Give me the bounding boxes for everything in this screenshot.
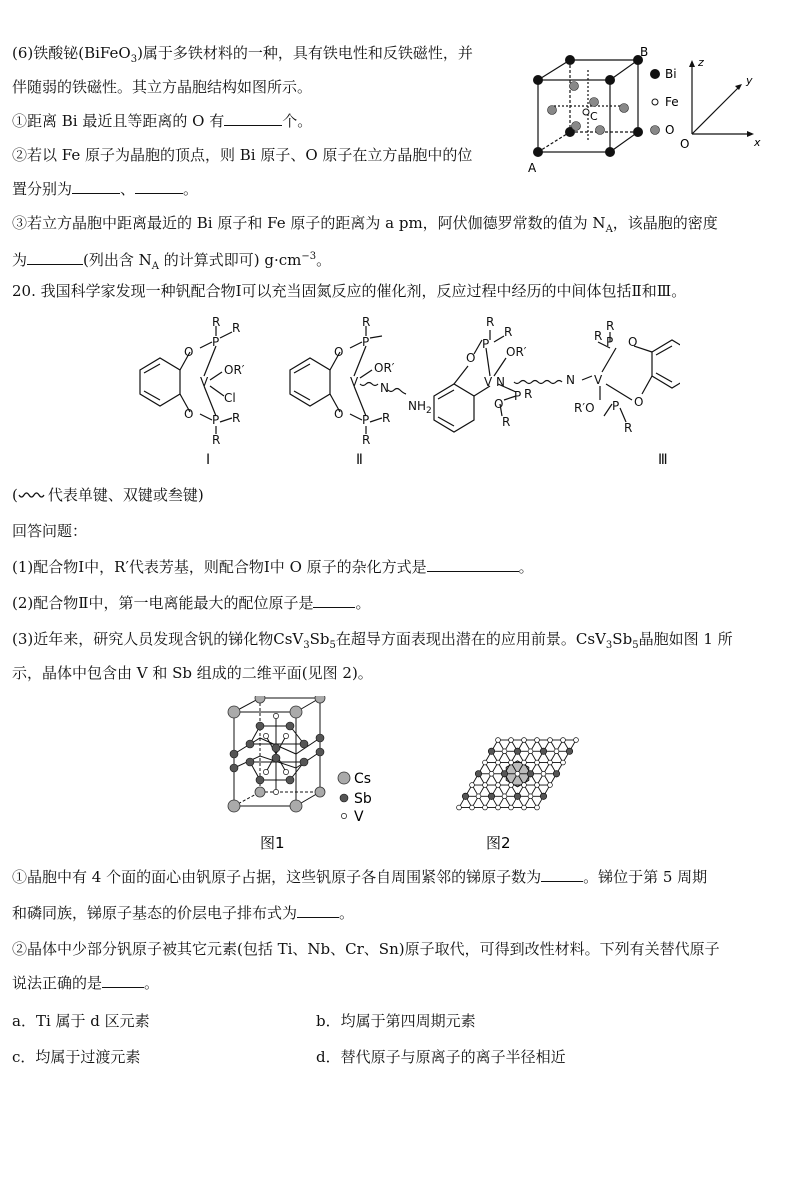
svg-text:N: N xyxy=(566,373,575,387)
svg-text:N: N xyxy=(380,381,389,395)
svg-text:R′O: R′O xyxy=(574,401,595,415)
v-atom xyxy=(535,760,540,765)
v-atom xyxy=(509,760,514,765)
q6-part1: ①距离 Bi 最近且等距离的 O 有 个。 xyxy=(12,112,313,130)
svg-text:R: R xyxy=(212,315,221,329)
svg-text:P: P xyxy=(362,335,370,349)
svg-text:R: R xyxy=(382,411,391,425)
svg-text:图2: 图2 xyxy=(486,834,511,852)
svg-text:图1: 图1 xyxy=(260,834,285,852)
sb-atom xyxy=(540,748,546,754)
figure-2-v-sb-plane xyxy=(440,736,590,856)
v-atom xyxy=(522,805,527,810)
svg-text:Ⅰ: Ⅰ xyxy=(206,452,211,468)
svg-text:R: R xyxy=(606,319,615,333)
v-atom xyxy=(457,805,462,810)
q6-line2: 伴随弱的铁磁性。其立方晶胞结构如图所示。 xyxy=(12,78,313,96)
v-atom xyxy=(502,794,507,799)
answer-blank[interactable] xyxy=(541,867,583,882)
option-b[interactable]: b．均属于第四周期元素 xyxy=(316,1012,476,1030)
option-c[interactable]: c．均属于过渡元素 xyxy=(12,1048,141,1066)
svg-text:Fe: Fe xyxy=(665,95,679,109)
s2-line2: 说法正确的是 。 xyxy=(12,974,160,992)
sb-atom xyxy=(501,771,507,777)
v-atom xyxy=(561,738,566,743)
svg-text:P: P xyxy=(212,413,220,427)
svg-text:O: O xyxy=(680,137,690,151)
fe-atom xyxy=(583,109,589,115)
answer-blank[interactable] xyxy=(427,557,519,572)
answer-blank[interactable] xyxy=(27,250,83,265)
svg-text:OR′: OR′ xyxy=(506,345,527,359)
answer-blank[interactable] xyxy=(135,179,183,194)
q6-part2-line1: ②若以 Fe 原子为晶胞的顶点，则 Bi 原子、O 原子在立方晶胞中的位 xyxy=(12,146,473,164)
svg-text:R: R xyxy=(504,325,513,339)
q20-sub3-line2: 示，晶体中包含由 V 和 Sb 组成的二维平面(见图 2)。 xyxy=(12,664,373,682)
v-atom xyxy=(515,771,520,776)
svg-text:A: A xyxy=(528,161,537,175)
wavy-bond-note: ( 代表单键、双键或叁键) xyxy=(12,486,204,504)
svg-text:V: V xyxy=(350,375,359,389)
answer-blank[interactable] xyxy=(297,903,339,918)
svg-text:Cs: Cs xyxy=(354,771,372,787)
svg-text:V: V xyxy=(484,375,493,389)
sb-atom xyxy=(527,771,533,777)
bifeo3-cell-figure xyxy=(520,40,790,190)
svg-text:z: z xyxy=(698,56,704,69)
svg-text:OR′: OR′ xyxy=(224,363,245,377)
svg-text:O: O xyxy=(634,395,644,409)
figure-1-csv3sb5-cell xyxy=(220,696,380,856)
axes xyxy=(692,62,752,134)
svg-text:O: O xyxy=(334,345,344,359)
sb-atom xyxy=(566,748,572,754)
q20-sub1: (1)配合物Ⅰ中，R′代表芳基，则配合物Ⅰ中 O 原子的杂化方式是 。 xyxy=(12,558,534,576)
svg-text:P: P xyxy=(212,335,220,349)
svg-text:R: R xyxy=(232,321,241,335)
v-atom xyxy=(502,749,507,754)
sb-atom xyxy=(488,793,494,799)
q6-part3-line1: ③若立方晶胞中距离最近的 Bi 原子和 Fe 原子的距离为 a pm，阿伏伽德罗常数的值为 $N_A$，该晶胞的密度 xyxy=(12,214,718,235)
svg-text:C: C xyxy=(590,110,598,123)
svg-text:R: R xyxy=(594,329,603,343)
v-atom xyxy=(496,738,501,743)
svg-text:O: O xyxy=(628,335,638,349)
svg-text:NH2: $NH_2$ xyxy=(408,399,432,416)
answer-blank[interactable] xyxy=(72,179,120,194)
cube-front-face xyxy=(538,80,610,152)
sb-atom xyxy=(540,793,546,799)
svg-text:P: P xyxy=(606,335,614,349)
v-atom xyxy=(528,794,533,799)
v-atom xyxy=(509,783,514,788)
svg-text:N: N xyxy=(496,375,505,389)
q6-line1: (6)铁酸铋(BiFeO$_3$)属于多铁材料的一种，具有铁电性和反铁磁性，并 xyxy=(12,44,473,65)
svg-text:V: V xyxy=(354,809,364,825)
sb-atom xyxy=(462,793,468,799)
svg-text:B: B xyxy=(640,45,649,59)
v-atom xyxy=(496,760,501,765)
svg-text:R: R xyxy=(524,387,533,401)
v-atom xyxy=(561,760,566,765)
v-atom xyxy=(483,760,488,765)
svg-text:y: y xyxy=(746,74,753,87)
wavy-bond-icon xyxy=(18,490,48,500)
structure-III xyxy=(434,330,680,432)
s2-line1: ②晶体中少部分钒原子被其它元素(包括 Ti、Nb、Cr、Sn)原子取代，可得到改性材料。下列有关替代原子 xyxy=(12,940,720,958)
s1-line1: ①晶胞中有 4 个面的面心由钒原子占据，这些钒原子各自周围紧邻的锑原子数为 。锑位于第 5 周期 xyxy=(12,868,708,886)
svg-text:R: R xyxy=(486,315,495,329)
v-atom xyxy=(554,749,559,754)
q20-sub2: (2)配合物Ⅱ中，第一电离能最大的配位原子是 。 xyxy=(12,594,371,612)
sb-atom xyxy=(475,771,481,777)
v-atom xyxy=(470,805,475,810)
svg-text:P: P xyxy=(514,389,522,403)
v-atom xyxy=(509,805,514,810)
svg-text:R: R xyxy=(362,433,371,447)
v-atom xyxy=(548,783,553,788)
v-atom xyxy=(548,760,553,765)
v-atom xyxy=(496,783,501,788)
svg-text:Bi: Bi xyxy=(665,67,677,81)
svg-text:V: V xyxy=(594,373,603,387)
option-d[interactable]: d．替代原子与原离子的离子半径相近 xyxy=(316,1048,566,1066)
svg-text:O: O xyxy=(665,123,675,137)
svg-text:Sb: Sb xyxy=(354,791,372,807)
v-atom xyxy=(535,783,540,788)
sb-atom xyxy=(488,748,494,754)
svg-text:x: x xyxy=(754,136,761,149)
svg-text:O: O xyxy=(334,407,344,421)
v-atom xyxy=(522,783,527,788)
v-atom xyxy=(489,771,494,776)
v-atom xyxy=(476,794,481,799)
v-atom xyxy=(483,783,488,788)
sb-atom xyxy=(553,771,559,777)
svg-text:R: R xyxy=(362,315,371,329)
v-atom xyxy=(522,738,527,743)
q20-stem: 20. 我国科学家发现一种钒配合物Ⅰ可以充当固氮反应的催化剂，反应过程中经历的中间体包括Ⅱ和Ⅲ。 xyxy=(12,282,687,300)
svg-text:O: O xyxy=(494,397,504,411)
svg-text:V: V xyxy=(200,375,209,389)
plane-atoms xyxy=(457,738,579,810)
v-atom xyxy=(496,805,501,810)
answer-blank[interactable] xyxy=(102,973,144,988)
v-atom xyxy=(522,760,527,765)
v-atom xyxy=(528,749,533,754)
complex-structures xyxy=(120,312,680,472)
answer-prompt: 回答问题： xyxy=(12,522,88,540)
option-a[interactable]: a．Ti 属于 d 区元素 xyxy=(12,1012,150,1030)
svg-text:OR′: OR′ xyxy=(374,361,395,375)
svg-text:Ⅱ: Ⅱ xyxy=(356,452,363,468)
svg-text:O: O xyxy=(466,351,476,365)
v-atom xyxy=(541,771,546,776)
svg-text:P: P xyxy=(612,399,620,413)
v-atom xyxy=(574,738,579,743)
answer-blank[interactable] xyxy=(224,111,282,126)
svg-text:O: O xyxy=(184,345,194,359)
svg-text:O: O xyxy=(184,407,194,421)
svg-text:P: P xyxy=(482,337,490,351)
q20-sub3-line1: (3)近年来，研究人员发现含钒的锑化物$CsV_3Sb_5$在超导方面表现出潜在的应用前景。$CsV_3Sb_5$晶胞如图 1 所 xyxy=(12,630,733,651)
sb-atom xyxy=(514,793,520,799)
q6-part3-line2: 为 (列出含 $N_A$ 的计算式即可) $g\cdot cm^{-3}$。 xyxy=(12,251,332,272)
s1-line2: 和磷同族，锑原子基态的价层电子排布式为 。 xyxy=(12,904,355,922)
svg-text:R: R xyxy=(232,411,241,425)
svg-text:P: P xyxy=(362,413,370,427)
sb-atom xyxy=(514,748,520,754)
answer-blank[interactable] xyxy=(313,593,355,608)
v-atom xyxy=(483,805,488,810)
v-atom xyxy=(470,783,475,788)
svg-text:Ⅲ: Ⅲ xyxy=(658,452,668,468)
q6-part2-line2: 置分别为 、 。 xyxy=(12,180,199,198)
svg-text:R: R xyxy=(212,433,221,447)
svg-text:R: R xyxy=(502,415,511,429)
v-atom xyxy=(535,805,540,810)
v-atom xyxy=(535,738,540,743)
svg-text:Cl: Cl xyxy=(224,391,236,405)
v-atom xyxy=(548,738,553,743)
v-atom xyxy=(509,738,514,743)
svg-text:R: R xyxy=(624,421,633,435)
